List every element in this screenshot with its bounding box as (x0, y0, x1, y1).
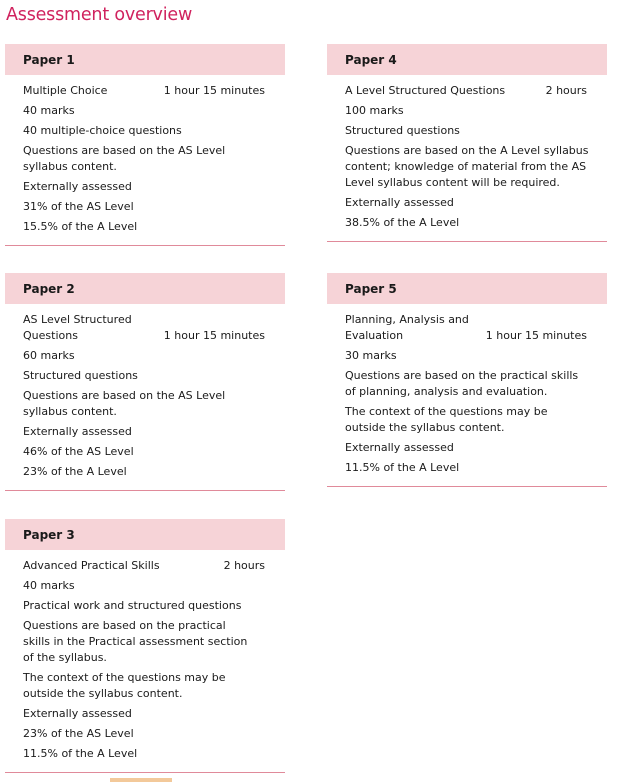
paper-duration: 1 hour 15 minutes (485, 329, 587, 342)
paper-card-5 (327, 273, 607, 487)
paper-detail-line: 60 marks (23, 349, 75, 362)
paper-details (327, 75, 607, 242)
paper-detail-line: Questions are based on the practical skills in the Practical assessment section of the syllabus. (23, 619, 248, 664)
paper-detail-line: Structured questions (23, 369, 138, 382)
page-title: Assessment overview (6, 5, 193, 25)
paper-detail-line: Externally assessed (345, 441, 454, 454)
paper-name: Multiple Choice (23, 84, 108, 97)
paper-title: Paper 2 (5, 273, 285, 304)
paper-detail-line: 38.5% of the A Level (345, 216, 460, 229)
paper-card-3 (5, 519, 285, 773)
paper-card-1 (5, 44, 285, 246)
paper-duration: 1 hour 15 minutes (163, 329, 265, 342)
paper-detail-line: 46% of the AS Level (23, 445, 134, 458)
paper-detail-line: Externally assessed (345, 196, 454, 209)
paper-title: Paper 3 (5, 519, 285, 550)
paper-name: AS Level Structured Questions (23, 313, 132, 342)
paper-details (5, 75, 285, 246)
paper-detail-line: 100 marks (345, 104, 404, 117)
paper-detail-line: Questions are based on the practical skills of planning, analysis and evaluation. (345, 369, 579, 398)
paper-name: A Level Structured Questions (345, 84, 506, 97)
paper-detail-line: 23% of the AS Level (23, 727, 134, 740)
paper-detail-line: 11.5% of the A Level (23, 747, 138, 760)
paper-detail-line: Questions are based on the AS Level syllabus content. (23, 389, 226, 418)
paper-name: Planning, Analysis and Evaluation (345, 313, 469, 342)
paper-card-2 (5, 273, 285, 491)
paper-details (5, 304, 285, 491)
paper-detail-line: 40 multiple-choice questions (23, 124, 182, 137)
paper-detail-line: 31% of the AS Level (23, 200, 134, 213)
paper-detail-line: 11.5% of the A Level (345, 461, 460, 474)
paper-detail-line: 40 marks (23, 104, 75, 117)
paper-detail-line: Externally assessed (23, 425, 132, 438)
paper-detail-line: 30 marks (345, 349, 397, 362)
paper-title: Paper 4 (327, 44, 607, 75)
paper-duration: 2 hours (545, 84, 587, 97)
paper-detail-line: Structured questions (345, 124, 460, 137)
paper-detail-line: Externally assessed (23, 180, 132, 193)
paper-name-row (23, 558, 285, 574)
paper-duration: 2 hours (223, 559, 265, 572)
paper-duration: 1 hour 15 minutes (163, 84, 265, 97)
paper-detail-line: Practical work and structured questions (23, 599, 242, 612)
paper-details (327, 304, 607, 487)
paper-detail-line: Questions are based on the AS Level syllabus content. (23, 144, 226, 173)
paper-name: Advanced Practical Skills (23, 559, 160, 572)
paper-name-row (23, 83, 285, 99)
paper-details (5, 550, 285, 773)
paper-detail-line: 15.5% of the A Level (23, 220, 138, 233)
paper-name-row (345, 312, 607, 344)
paper-detail-line: The context of the questions may be outside the syllabus content. (23, 671, 226, 700)
paper-title: Paper 5 (327, 273, 607, 304)
paper-detail-line: 23% of the A Level (23, 465, 127, 478)
bottom-decorative-tab (110, 778, 172, 782)
paper-card-4 (327, 44, 607, 242)
paper-name-row (23, 312, 285, 344)
paper-detail-line: Questions are based on the A Level syllabus content; knowledge of material from the AS Level syllabus content will be required. (345, 144, 589, 189)
paper-detail-line: 40 marks (23, 579, 75, 592)
paper-detail-line: The context of the questions may be outside the syllabus content. (345, 405, 548, 434)
paper-name-row (345, 83, 607, 99)
paper-title: Paper 1 (5, 44, 285, 75)
paper-detail-line: Externally assessed (23, 707, 132, 720)
